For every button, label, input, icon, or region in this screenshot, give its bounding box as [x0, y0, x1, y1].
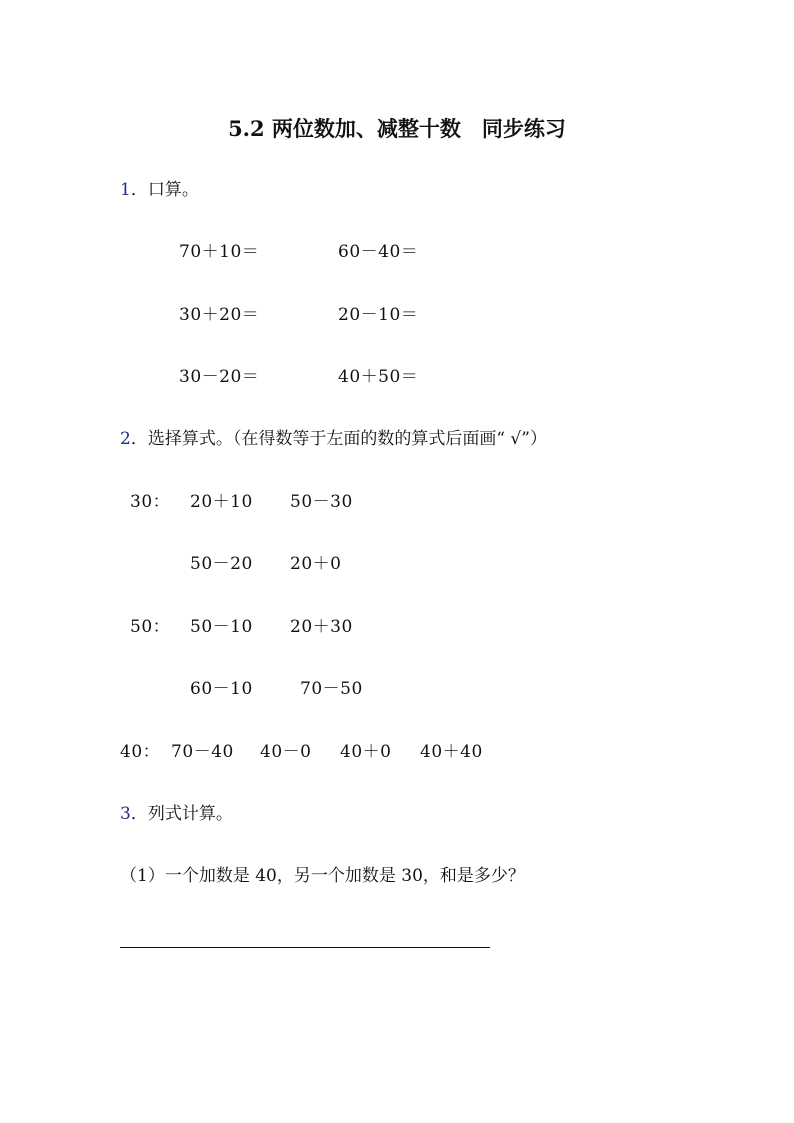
choice-expression: 60－10	[190, 679, 253, 699]
group-label: 50：	[130, 617, 171, 637]
q1-item: 20－10＝	[338, 305, 419, 325]
choice-expression: 70－40	[171, 742, 234, 762]
q1-item: 70＋10＝	[179, 242, 260, 262]
choice-expression: 50－30	[290, 492, 353, 512]
choice-expression: 40＋0	[340, 742, 392, 762]
question-3-heading	[120, 806, 233, 823]
sub-question-1: （1）一个加数是 40，另一个加数是 30，和是多少？	[120, 866, 525, 886]
choice-expression: 20＋10	[190, 492, 253, 512]
answer-line	[120, 947, 490, 948]
group-label: 40：	[120, 742, 161, 762]
q1-item: 30＋20＝	[179, 305, 260, 325]
page-title: 5.2 两位数加、减整十数 同步练习	[228, 116, 566, 141]
group-label: 30：	[130, 492, 171, 512]
q1-item: 30－20＝	[179, 367, 260, 387]
question-3-text: ．列式计算。	[130, 804, 233, 824]
choice-expression: 20＋30	[290, 617, 353, 637]
question-3-number: 3	[120, 804, 131, 824]
choice-expression: 40－0	[260, 742, 312, 762]
q1-item: 40＋50＝	[338, 367, 419, 387]
question-2-number: 2	[120, 429, 131, 449]
question-1-heading	[120, 182, 199, 199]
choice-expression: 40＋40	[420, 742, 483, 762]
q1-item: 60－40＝	[338, 242, 419, 262]
question-2-heading	[120, 431, 547, 448]
choice-expression: 70－50	[300, 679, 363, 699]
question-1-text: ．口算。	[130, 180, 199, 200]
question-1-number: 1	[120, 180, 131, 200]
choice-expression: 20＋0	[290, 554, 342, 574]
choice-expression: 50－20	[190, 554, 253, 574]
question-2-text: ．选择算式。（在得数等于左面的数的算式后面画“ √”）	[130, 429, 547, 449]
choice-expression: 50－10	[190, 617, 253, 637]
